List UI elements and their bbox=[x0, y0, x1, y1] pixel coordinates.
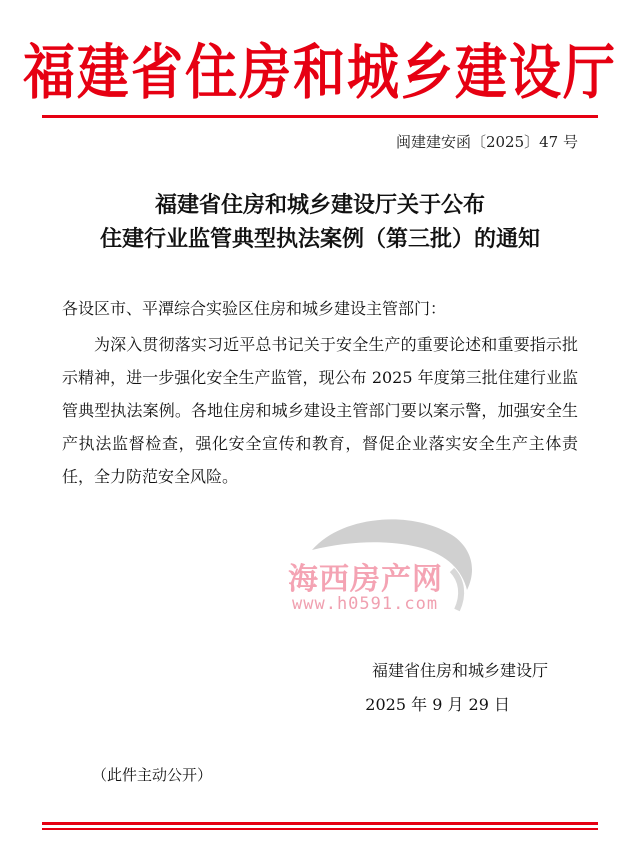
addressee: 各设区市、平潭综合实验区住房和城乡建设主管部门： bbox=[62, 299, 447, 318]
document-title bbox=[0, 188, 640, 256]
watermark-name: 海西房产网 bbox=[288, 562, 443, 597]
disclosure-note: （此件主动公开） bbox=[92, 766, 213, 784]
document-title-line-1: 福建省住房和城乡建设厅关于公布 bbox=[154, 192, 485, 218]
document-number: 闽建建安函〔2025〕47 号 bbox=[395, 133, 578, 151]
letterhead-org-name: 福建省住房和城乡建设厅 bbox=[22, 38, 617, 108]
document-title-line-2: 住建行业监管典型执法案例（第三批）的通知 bbox=[99, 226, 540, 252]
footer-divider-bottom bbox=[42, 828, 598, 830]
letterhead-divider-top bbox=[42, 115, 598, 118]
signature-org: 福建省住房和城乡建设厅 bbox=[371, 661, 548, 680]
watermark bbox=[262, 510, 482, 620]
footer-divider-top bbox=[42, 822, 598, 825]
issue-date: 2025 年 9 月 29 日 bbox=[365, 695, 510, 714]
body-paragraph: 为深入贯彻落实习近平总书记关于安全生产的重要论述和重要指示批示精神，进一步强化安全生产监管，现公布 2025 年度第三批住建行业监管典型执法案例。各地住房和城乡建设主管部门要以案示警，加强安全生产执法监督检查，强化安全宣传和教育，督促企业落实安全生产主体责任，全力防范安全风险。 bbox=[62, 335, 578, 486]
watermark-url: www.h0591.com bbox=[292, 594, 439, 614]
